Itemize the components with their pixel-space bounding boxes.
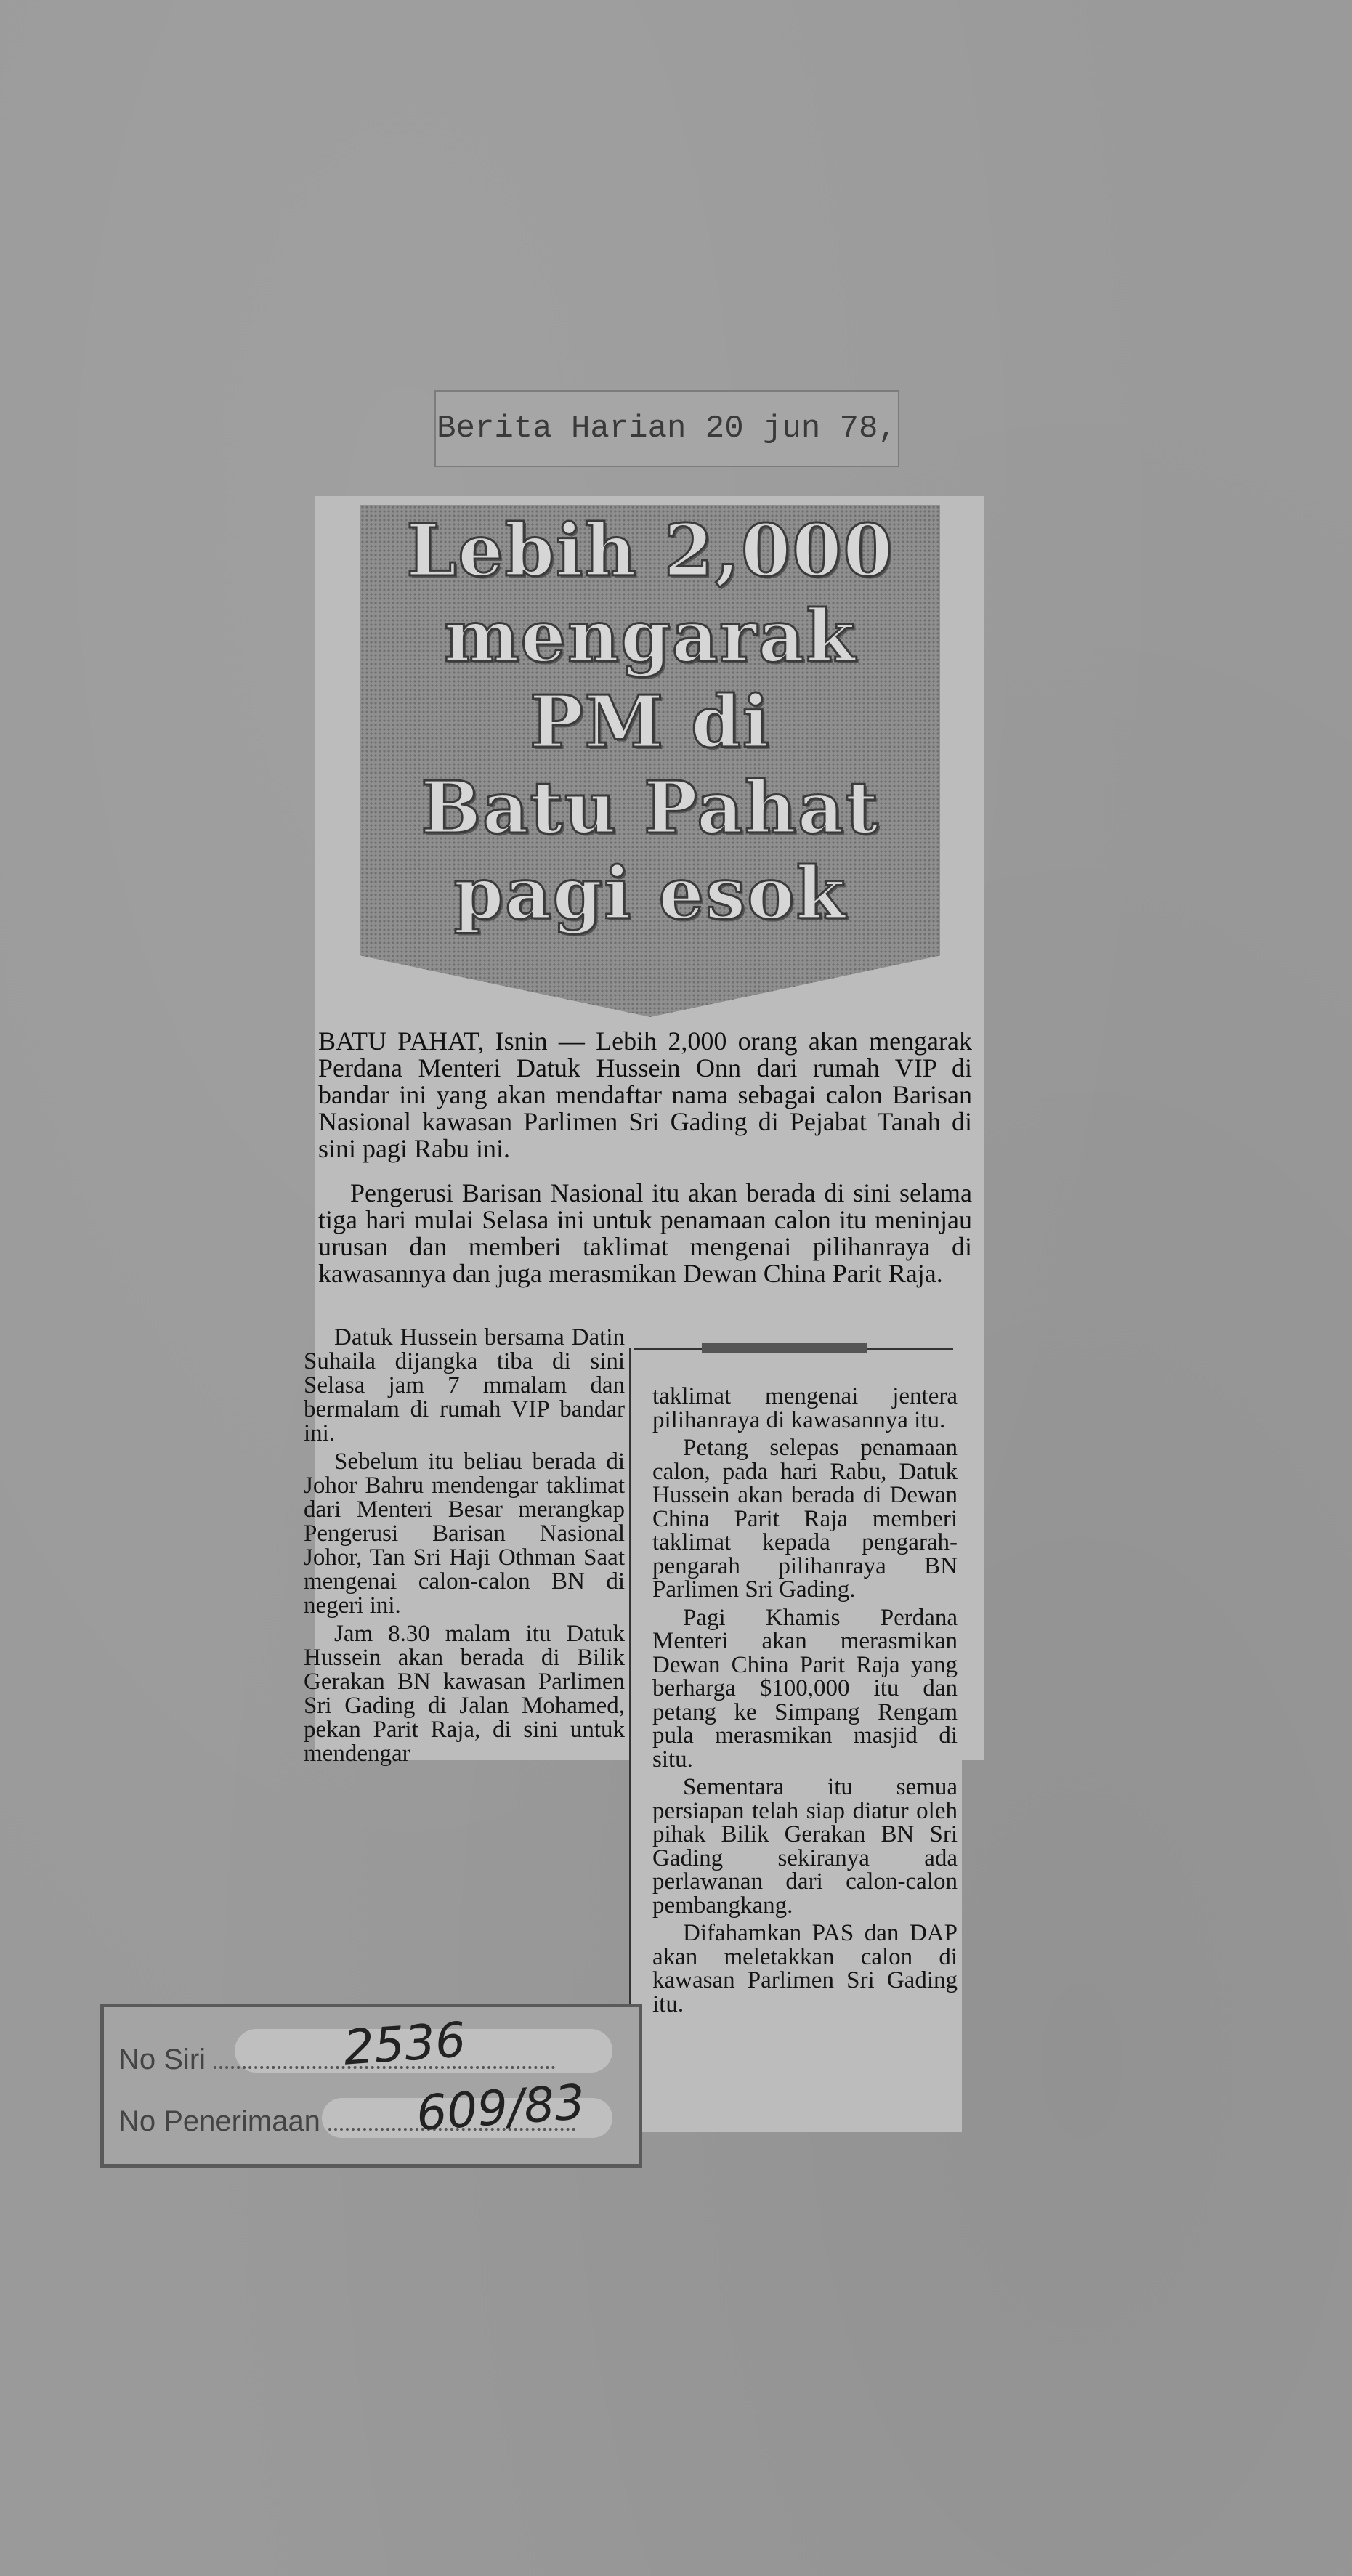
stamp-siri-label: No Siri — [118, 2044, 206, 2075]
headline-line: PM di — [529, 681, 772, 764]
headline-line: Batu Pahat — [421, 766, 880, 850]
article-paragraph: Pengerusi Barisan Nasional itu akan berada di sini selama tiga hari mulai Selasa ini untuk penamaan calon itu meninjau urusan dan memberi taklimat mengenai pilihanraya di kawasannya dan juga merasmikan Dewan China Parit Raja. — [318, 1178, 972, 1288]
article-paragraph: BATU PAHAT, Isnin — Lebih 2,000 orang akan mengarak Perdana Menteri Datuk Hussein Onn dari rumah VIP di bandar ini yang akan mendaftar nama sebagai calon Barisan Nasional kawasan Parlimen Sri Gading di Pejabat Tanah di sini pagi Rabu ini. — [318, 1026, 972, 1163]
article-paragraph: Jam 8.30 malam itu Datuk Hussein akan berada di Bilik Gerakan BN kawasan Parlimen Sri Gading di Jalan Mohamed, pekan Parit Raja, di sini untuk mendengar — [304, 1621, 625, 1767]
source-label — [434, 390, 899, 467]
column-rule-marker — [702, 1343, 867, 1353]
stamp-penerimaan-label: No Penerimaan — [118, 2105, 320, 2137]
article-paragraph: Petang selepas penamaan calon, pada hari Rabu, Datuk Hussein akan berada di Dewan China Parit Raja memberi taklimat kepada pengarah-pengarah pilihanraya BN Parlimen Sri Gading. — [652, 1435, 958, 1603]
headline — [360, 509, 940, 937]
article-paragraph: taklimat mengenai jentera pilihanraya di kawasannya itu. — [652, 1383, 958, 1433]
stamp-siri-row — [118, 2044, 555, 2076]
archive-stamp — [100, 2004, 642, 2168]
article-lead — [318, 1028, 972, 1305]
article-paragraph: Sebelum itu beliau berada di Johor Bahru mendengar taklimat dari Menteri Besar merangkap Pengerusi Barisan Nasional Johor, Tan Sri Haji Othman Saat mengenai calon-calon BN di negeri ini. — [304, 1449, 625, 1619]
article-right-column — [652, 1385, 958, 2020]
stamp-penerimaan-handwritten: 609/83 — [414, 2073, 587, 2142]
article-paragraph: Difahamkan PAS dan DAP akan meletakkan calon di kawasan Parlimen Sri Gading itu. — [652, 1920, 958, 2017]
article-paragraph: Pagi Khamis Perdana Menteri akan merasmikan Dewan China Parit Raja yang berharga $100,000 itu dan petang ke Simpang Rengam pula merasmikan masjid di situ. — [652, 1604, 958, 1773]
article-paragraph: Datuk Hussein bersama Datin Suhaila dijangka tiba di sini Selasa jam 7 mmalam dan bermalam di rumah VIP bandar ini. — [304, 1324, 625, 1446]
headline-line: pagi esok — [453, 852, 847, 936]
article-left-column — [304, 1326, 625, 1770]
source-label-text: Berita Harian 20 jun 78, — [437, 410, 897, 447]
stamp-siri-handwritten: 2536 — [341, 2012, 468, 2076]
headline-line: Lebih 2,000 — [406, 509, 894, 593]
article-paragraph: Sementara itu semua persiapan telah siap diatur oleh pihak Bilik Gerakan BN Sri Gading sekiranya ada perlawanan dari calon-calon pembangkang. — [652, 1774, 958, 1919]
headline-line: mengarak — [443, 595, 857, 679]
